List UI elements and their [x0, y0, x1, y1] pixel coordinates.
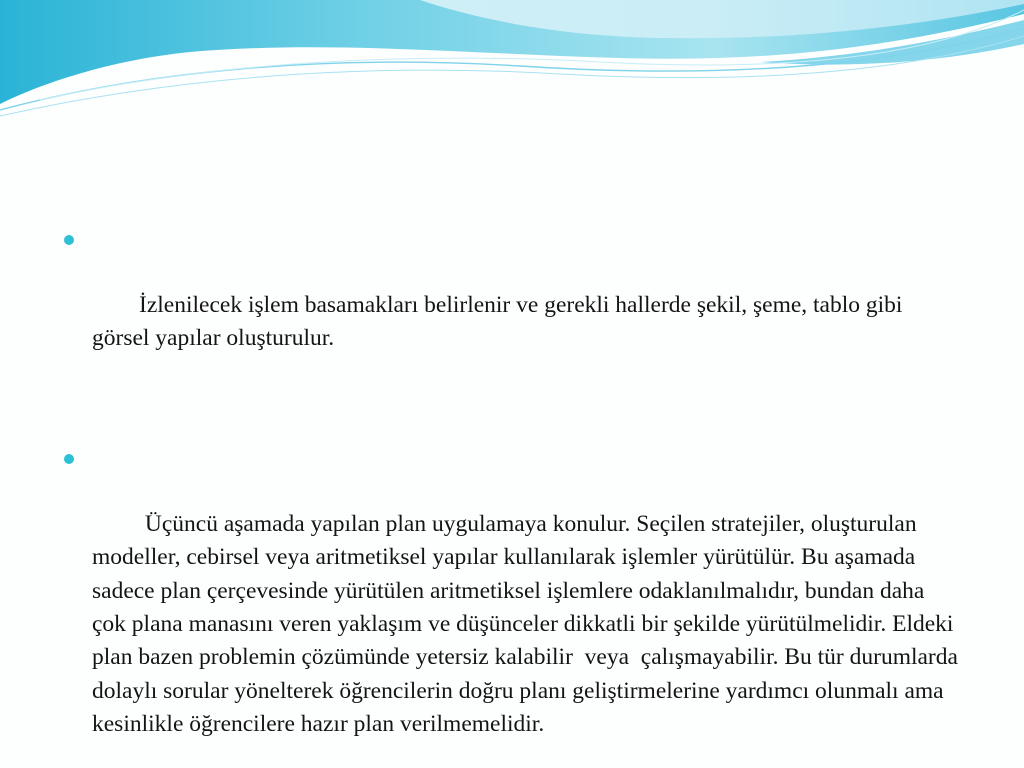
bullet-list [64, 222, 964, 768]
bullet-item-2 [64, 441, 964, 768]
wave-header-decoration [0, 0, 1024, 130]
bullet-text-1: İzlenilecek işlem basamakları belirlenir ve gerekli hallerde şekil, şeme, tablo gibi görsel yapılar oluşturulur. [92, 291, 909, 352]
bullet-dot-icon [64, 454, 74, 464]
bullet-dot-icon [64, 235, 74, 245]
bullet-text-2: Üçüncü aşamada yapılan plan uygulamaya konulur. Seçilen stratejiler, oluşturulan modeller, cebirsel veya aritmetiksel yapılar kullanılarak işlemler yürütülür. Bu aşamada sadece plan çerçevesinde yürütülen aritmetiksel işlemlere odaklanılmalıdır, bundan daha çok plana manasını veren yaklaşım ve düşünceler dikkatli bir şekilde yürütülmelidir. Eldeki plan bazen problemin çözümünde yetersiz kalabilir veya çalışmayabilir. Bu tür durumlarda dolaylı sorular yönelterek öğrencilerin doğru planı geliştirmelerine yardımcı olunmalı ama kesinlikle öğrencilere hazır plan verilmemelidir. [92, 510, 964, 738]
bullet-item-1 [64, 222, 964, 389]
slide-content [64, 222, 964, 768]
